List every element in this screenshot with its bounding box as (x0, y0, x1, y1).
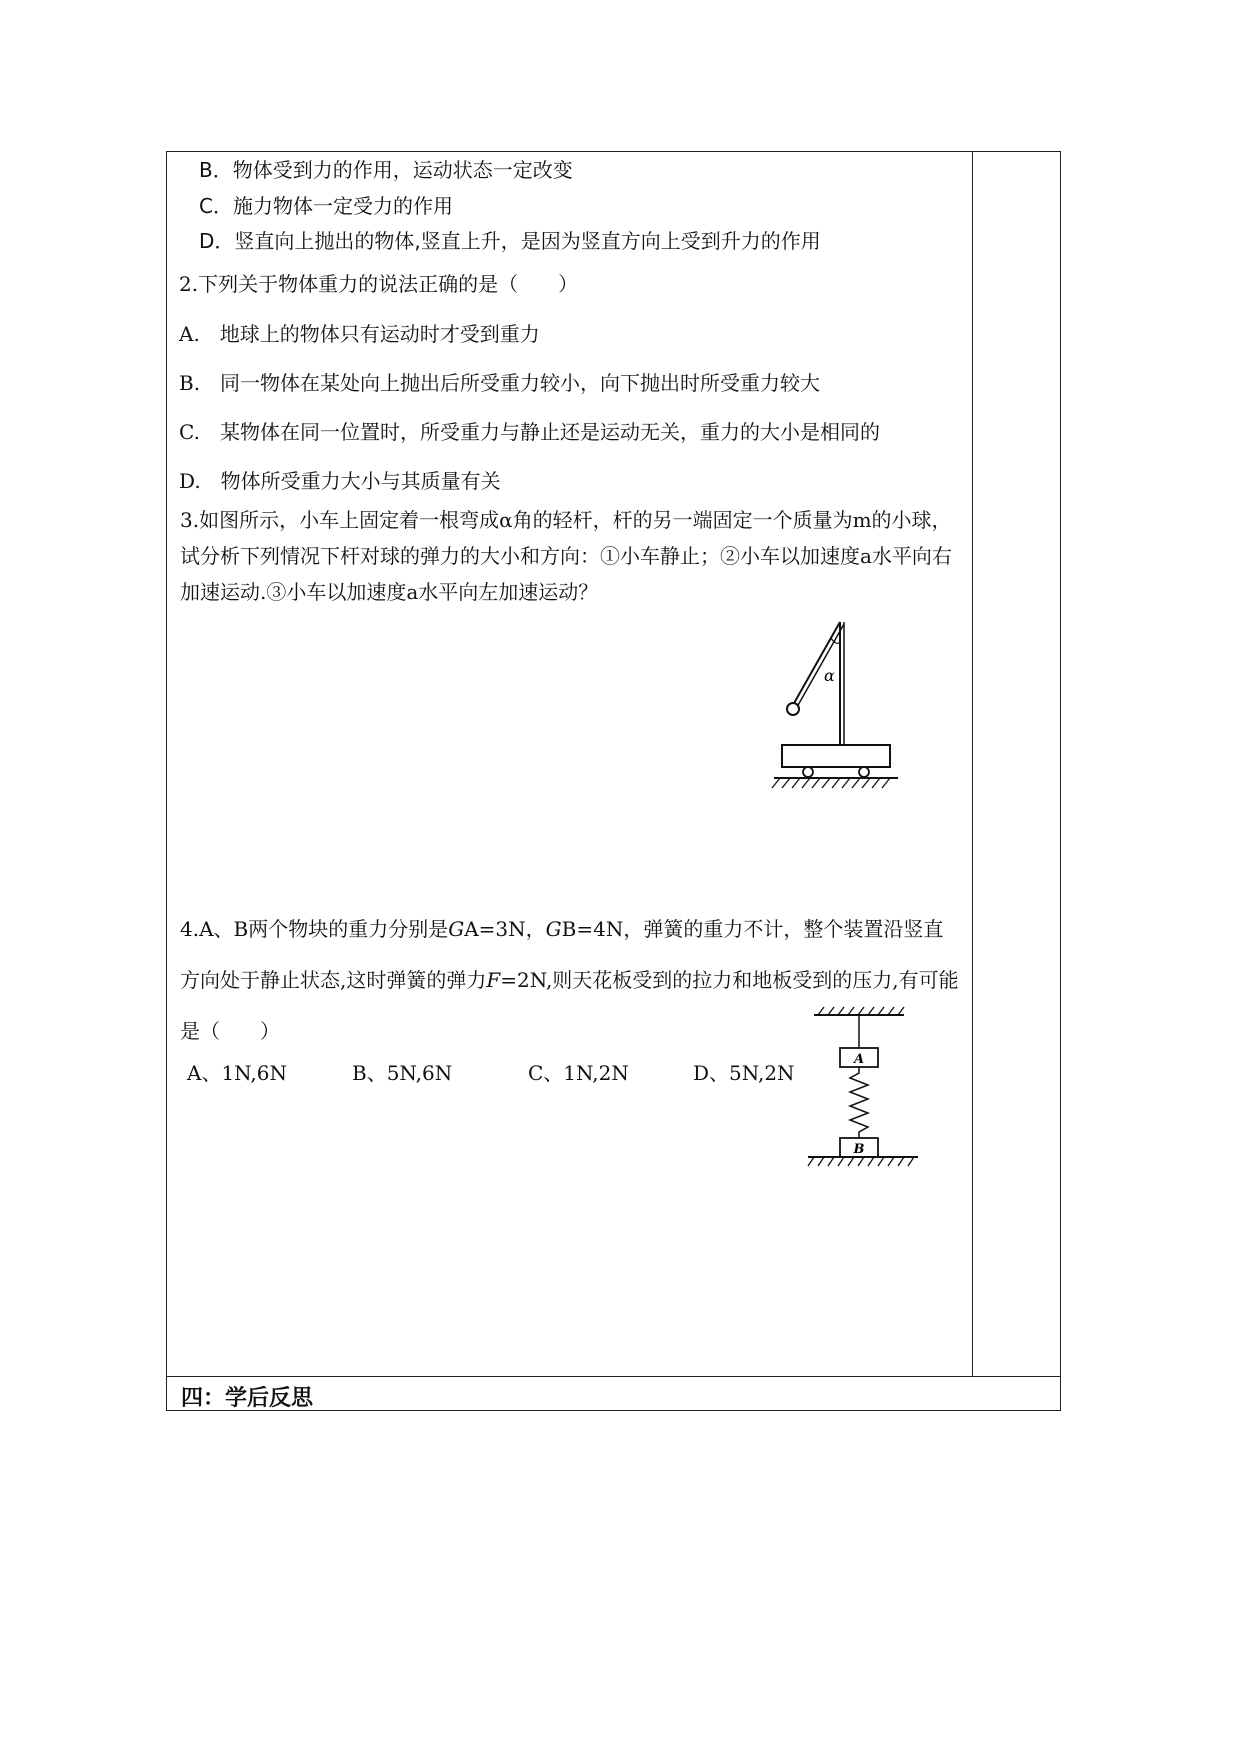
q4-option-b: B、5N,6N (352, 1061, 453, 1085)
q4-block-b-label: B (853, 1142, 865, 1157)
q3-angle-label: α (824, 666, 835, 685)
q4-option-d: D、5N,2N (693, 1061, 795, 1085)
q4-spring-figure (800, 1005, 935, 1175)
q2-option-b: B. 同一物体在某处向上抛出后所受重力较小，向下抛出时所受重力较大 (179, 371, 821, 395)
q2-stem: 2.下列关于物体重力的说法正确的是（ ） (179, 272, 579, 296)
q4-stem-prefix: 4.A、B两个物块的重力分别是 (180, 917, 449, 941)
q2-option-a: A. 地球上的物体只有运动时才受到重力 (179, 322, 540, 346)
q4-gb-symbol: G (545, 917, 562, 941)
table-row-divider (166, 1376, 1061, 1377)
q4-gb-value: B=4N，弹簧的重力不计，整个装置沿竖直方向处于静止状态,这时弹簧的弹力 (180, 917, 944, 992)
q2-option-d: D. 物体所受重力大小与其质量有关 (179, 469, 501, 493)
section-four-heading: 四：学后反思 (181, 1386, 314, 1411)
q3-stem: 3.如图所示，小车上固定着一根弯成α角的轻杆，杆的另一端固定一个质量为m的小球，试分析下列情况下杆对球的弹力的大小和方向：①小车静止；②小车以加速度a水平向右加速运动.③小车以加速度a水平向左加速运动？ (180, 508, 952, 604)
q1-option-c: C．施力物体一定受力的作用 (199, 194, 453, 218)
q4-block-a-label: A (853, 1052, 865, 1067)
table-column-divider (972, 151, 973, 1377)
q4-option-c: C、1N,2N (528, 1061, 629, 1085)
q4-f-symbol: F (486, 968, 501, 992)
q4-option-a: A、1N,6N (187, 1061, 287, 1085)
q1-option-d: D．竖直向上抛出的物体,竖直上升，是因为竖直方向上受到升力的作用 (199, 229, 821, 253)
q1-option-b: B．物体受到力的作用，运动状态一定改变 (199, 158, 573, 182)
q3-cart-rod-figure (760, 620, 900, 795)
q4-ga-symbol: G (448, 917, 465, 941)
q4-ga-value: A=3N， (464, 917, 546, 941)
q4-stem-suffix: =2N,则天花板受到的拉力和地板受到的压力,有可能是（ ） (180, 968, 959, 1043)
q2-option-c: C. 某物体在同一位置时，所受重力与静止还是运动无关，重力的大小是相同的 (179, 420, 880, 444)
